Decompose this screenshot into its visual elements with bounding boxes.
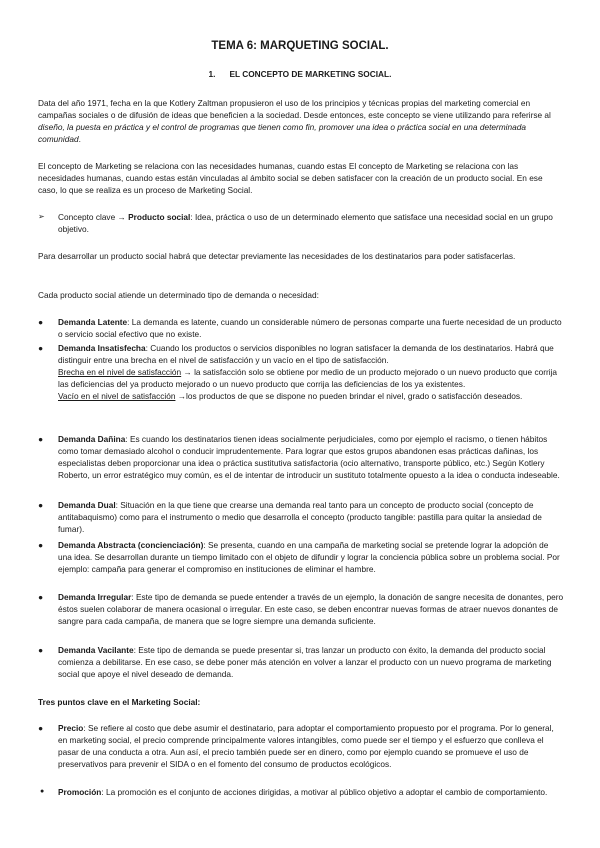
key-concept-item: [38, 211, 564, 235]
demand-abstracta-name: Demanda Abstracta (concienciación): [58, 540, 204, 550]
point-promocion-text: : La promoción es el conjunto de acciones dirigidas, a motivar al público objetivo a adoptar el cambio de comportamiento.: [101, 787, 548, 797]
demand-irregular-text: : Este tipo de demanda se puede entender a través de un ejemplo, la donación de sangre necesita de donantes, pero éstos suelen colaborar de manera ocasional o irregular. En este caso, se deben encontrar nuevas formas de atraer nuevos donantes de sangre para cada campaña, de manera que se logre siempre una demanda suficiente.: [58, 592, 564, 626]
bullet-icon: ●: [38, 723, 44, 733]
demand-danina-item: [38, 433, 564, 481]
bullet-icon: ●: [38, 645, 44, 655]
intro-paragraph: [38, 97, 564, 145]
vacio-label: Vacío en el nivel de satisfacción: [58, 391, 176, 401]
social-product-paragraph: Para desarrollar un producto social habrá que detectar previamente las necesidades de los destinatarios para poder satisfacerlas.: [38, 251, 516, 261]
brecha-text: → la satisfacción solo se obtiene por medio de un producto mejorado o un nuevo producto que corrija las deficiencias del ya producto mejorado o un nuevo producto que corrija las deficiencias de los ya existentes.: [58, 367, 558, 389]
demand-irregular-item: [38, 591, 564, 627]
demand-vacilante-item: [38, 644, 564, 680]
demand-irregular-name: Demanda Irregular: [58, 592, 132, 602]
demand-vacilante-name: Demanda Vacilante: [58, 645, 134, 655]
demand-danina-name: Demanda Dañina: [58, 434, 126, 444]
demand-insatisfecha-text: : Cuando los productos o servicios disponibles no logran satisfacer la demanda de los destinatarios. Habrá que distinguir entre una brecha en el nivel de satisfacción y un vacío en el tipo de satisfacción.: [58, 343, 554, 365]
marketing-needs-paragraph: El concepto de Marketing se relaciona con las necesidades humanas, cuando estas El concepto de Marketing se relaciona con las necesidades humanas, cuando estas están vinculadas al ámbito social se deben satisfacer con la creación de un producto social. En ese caso, lo que se realiza es un proceso de Marketing Social.: [38, 161, 543, 195]
intro-definition: diseño, la puesta en práctica y el control de programas que tienen como fin, promover una idea o práctica social en una determinada comunidad: [38, 122, 526, 144]
demand-dual-text: : Situación en la que tiene que crearse una demanda real tanto para un concepto de producto social (concepto de antitabaquismo) como para el instrumento o medio que desarrolla el concepto (producto tangible: pastilla para quitar la ansiedad de fumar).: [58, 500, 542, 534]
arrow-bullet-icon: ➢: [38, 212, 45, 221]
demand-intro: Cada producto social atiende un determinado tipo de demanda o necesidad:: [38, 290, 319, 300]
demand-vacilante-text: : Este tipo de demanda se puede presentar si, tras lanzar un producto con éxito, la demanda del producto social comienza a debilitarse. En ese caso, se debe poner más atención en volver a lanzar el producto con un nuevo programa de marketing social que apoye el nivel deseado de demanda.: [58, 645, 552, 679]
section-heading: [0, 69, 600, 79]
demand-abstracta-item: [38, 539, 564, 575]
demand-latente-item: [38, 316, 564, 340]
vacio-text: →los productos de que se dispone no pueden brindar el nivel, grado o satisfacción deseados.: [175, 391, 523, 401]
point-precio-name: Precio: [58, 723, 84, 733]
intro-period: .: [78, 134, 81, 144]
bullet-icon: ●: [38, 500, 44, 510]
demand-insatisfecha-name: Demanda Insatisfecha: [58, 343, 146, 353]
bullet-icon: ●: [38, 592, 44, 602]
bullet-icon: ●: [38, 434, 44, 444]
key-points-heading: Tres puntos clave en el Marketing Social:: [38, 697, 201, 707]
demand-dual-name: Demanda Dual: [58, 500, 116, 510]
brecha-label: Brecha en el nivel de satisfacción: [58, 367, 182, 377]
section-number: 1.: [208, 69, 216, 79]
bullet-icon: ●: [40, 788, 45, 795]
document-title: TEMA 6: MARQUETING SOCIAL.: [211, 40, 389, 52]
demand-dual-item: [38, 499, 564, 535]
demand-danina-text: : Es cuando los destinatarios tienen ideas socialmente perjudiciales, como por ejemplo el racismo, o tienen hábitos como tomar demasiado alcohol o conducir imprudentemente. Para lograr que estos grupos abandonen esas prácticas dañinas, los especialistas deben proporcionar una idea o práctica sustitutiva satisfactoria (ocio alternativo, transporte público, etc.) Según Kotlery Roberto, un error estratégico muy común, es el de intentar de introducir un sustituto totalmente opuesto a la idea o conducta indeseable.: [58, 434, 560, 480]
bullet-icon: ●: [38, 343, 44, 353]
demand-latente-text: : La demanda es latente, cuando un considerable número de personas comparte una fuerte necesidad de un producto o servicio social efectivo que no existe.: [58, 317, 562, 339]
demand-latente-name: Demanda Latente: [58, 317, 128, 327]
bullet-icon: ●: [38, 317, 44, 327]
section-label: EL CONCEPTO DE MARKETING SOCIAL.: [229, 69, 392, 79]
point-promocion-name: Promoción: [58, 787, 102, 797]
demand-insatisfecha-item: [38, 342, 564, 402]
point-precio-text: : Se refiere al costo que debe asumir el destinatario, para adoptar el comportamiento propuesto por el programa. Por lo general, en marketing social, el precio comprende principalmente valores intangibles, como puede ser el tiempo y el esfuerzo que conlleva el pasar de una conducta a otra. Aun así, el precio también puede ser en dinero, como por ejemplo cuando se promueve el uso de preservativos para prevenir el SIDA o en el fomento del consumo de productos ecológicos.: [58, 723, 554, 769]
bullet-icon: ●: [38, 540, 44, 550]
point-precio-item: [38, 722, 564, 770]
key-concept-term: Producto social: [128, 212, 191, 222]
demand-abstracta-text: : Se presenta, cuando en una campaña de marketing social se pretende lograr la adopción de una idea. Se desarrollan durante un tiempo limitado con el objeto de difundir y lograr la conciencia pública sobre un problema social. Por ejemplo: campaña para generar el compromiso en instituciones de eliminar el hambre.: [58, 540, 560, 574]
key-concept-prefix: Concepto clave →: [58, 212, 129, 222]
point-promocion-item: [38, 786, 564, 798]
intro-text: Data del año 1971, fecha en la que Kotlery Zaltman propusieron el uso de los principios y técnicas propias del marketing comercial en campañas sociales o de difusión de ideas que beneficien a la sociedad. Desde entonces, este concepto se viene utilizando para referirse al: [38, 98, 551, 120]
key-concept-definition: : Idea, práctica o uso de un determinado elemento que satisface una necesidad social en un grupo objetivo.: [58, 212, 553, 234]
